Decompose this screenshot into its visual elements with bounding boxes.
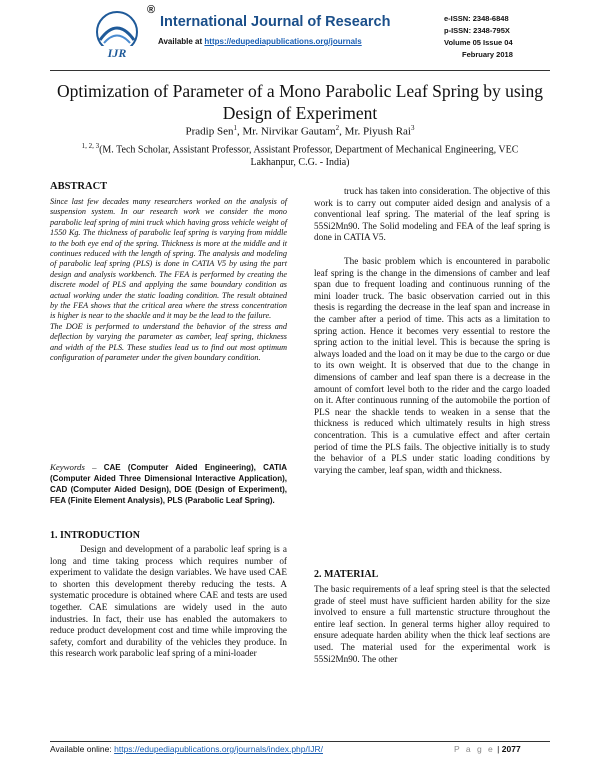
page-number-value: 2077 (501, 744, 521, 754)
author-name: Pradip Sen (185, 125, 234, 138)
keywords-label: Keywords (50, 462, 85, 472)
journal-link[interactable]: https://edupediapublications.org/journals (204, 37, 362, 46)
registered-mark: ® (147, 4, 156, 16)
author-name: Mr. Nirvikar Gautam (242, 125, 336, 138)
footer-divider (50, 741, 550, 742)
section-heading-introduction: 1. INTRODUCTION (50, 530, 141, 541)
issue-date: February 2018 (462, 50, 513, 59)
keywords-text: CAE (Computer Aided Engineering), CATIA (Computer Aided Three Dimensional Interactive Application), CAD (Computer Aided Design), DOE (Design of Experiment), FEA (Finite Element Analysis), PLS (Parabolic Leaf Spring). (50, 463, 288, 505)
keywords: Keywords – CAE (Computer Aided Engineering), CATIA (Computer Aided Three Dimensional Interactive Application), CAD (Computer Aided Design), DOE (Design of Experiment), FEA (Finite Element Analysis), PLS (Parabolic Leaf Spring). (50, 462, 288, 505)
issn-block (444, 13, 513, 61)
page-number: P a g e | 2077 (454, 744, 521, 754)
journal-logo (86, 10, 148, 66)
e-issn: e-ISSN: 2348-6848 (444, 14, 509, 23)
journal-title: International Journal of Research (160, 14, 391, 30)
footer-link[interactable]: https://edupediapublications.org/journals/index.php/IJR/ (114, 744, 323, 754)
header-divider (50, 70, 550, 71)
abstract-paragraph: Since last few decades many researchers worked on the analysis of suspension system. In our research work we consider the mono parabolic leaf spring of mini truck which having gross vehicle weight of 1550 Kg. The thickness of parabolic leaf spring is varying from middle to the both eye end of the spring. Thickness is more at the middle and it continues reduced with the length of spring. The analysis and modeling of parabolic leaf spring (PLS) is done in CATIA V5 by using the part design and analysis workbench. The FEA is performed by creating the discrete model of PLS and applying the same boundary condition as actual working under the static loading condition. The result obtained by the FEA shows that the critical area where the stress concentration is higher is near to the shackle and it may be the lead to the failure. (50, 197, 287, 321)
section-heading-material: 2. MATERIAL (314, 569, 379, 580)
footer-available: Available online: https://edupediapublications.org/journals/index.php/IJR/ (50, 744, 323, 754)
available-prefix: Available at (158, 37, 205, 46)
affiliation: $^{1, 2, 3}$(M. Tech Scholar, Assistant Professor, Assistant Professor, Department of Mechanical Engineering, VEC Lakhanpur, C.G. - India) (81, 142, 519, 169)
abstract-paragraph: The DOE is performed to understand the behavior of the stress and deflection by varying the parameter as camber, leaf spring, thickness and width of the PLS. These studies lead us to find out most optimum configuration of parameter under the given boundary condition. (50, 321, 287, 363)
abstract-heading: ABSTRACT (50, 181, 108, 192)
right-paragraph-1: truck has taken into consideration. The objective of this work is to carry out computer aided design and analysis of a conventional leaf spring. The material of the leaf spring is 55Si2Mn90. The Solid modeling and FEA of the leaf spring is done in CATIA V5. (314, 186, 550, 243)
paper-title: Optimization of Parameter of a Mono Parabolic Leaf Spring by using Design of Experiment (57, 81, 543, 123)
introduction-body: Design and development of a parabolic leaf spring is a long and time taking process which requires number of experiment to validate the design variables. We have used CAE to shorten this development thereby reducing the tests. A systematic procedure is obtained where CAE and tests are used together. CAE simulations are widely used in the auto industries. In fact, their use has enabled the automakers to reduce product development cost and time while improving the safety, comfort and durability of the vehicles they produce. In this research work parabolic leaf spring of a mini-loader (50, 544, 287, 659)
volume-issue: Volume 05 Issue 04 (444, 38, 513, 47)
logo-text: IJR (107, 46, 127, 60)
author-name: Mr. Piyush Rai (344, 125, 411, 138)
available-at (158, 37, 362, 46)
abstract-body (50, 197, 287, 364)
right-paragraph-2: The basic problem which is encountered in parabolic leaf spring is the change in the dimensions of camber and leaf span due to frequent loading and continuous running of the mini loader truck. The basic observation carried out in this thesis is regarding the decrease in the leaf span and increase in the camber after a period of time. This acts as a limitation to spring action. Hence it becomes very essential to restore the spring action to the initial level. This is because the spring is always loaded and the load on it may be due to the cargo or due to its own weight. It is observed that due to the change in dimensions of camber and leaf span there is a decrease in the amount of comfort level both to the rider and the cargo loaded on it. After continuous running of the automobile the portion of PLS near the shackle tends to weaken in a sense that the thickness is reduced which ultimately results in high stress concentration. This is a cumulative effect and after certain period of time the PLS fails. The objective initially is to study the behavior of a PLS under static loading conditions by varying the camber, leaf span, width and thickness. (314, 256, 550, 475)
material-body: The basic requirements of a leaf spring steel is that the selected grade of steel must have sufficient harden ability for the size involved to ensure a full martenstic structure throughout the entire leaf section. In general terms higher alloy required to ensure adequate harden ability when the thick leaf sections are used. The material used for the experimental work is 55Si2Mn90. The other (314, 584, 550, 664)
p-issn: p-ISSN: 2348-795X (444, 26, 510, 35)
author-list: Pradip Sen$^1$, Mr. Nirvikar Gautam$^2$, Mr. Piyush Rai$^3$ (185, 124, 415, 138)
